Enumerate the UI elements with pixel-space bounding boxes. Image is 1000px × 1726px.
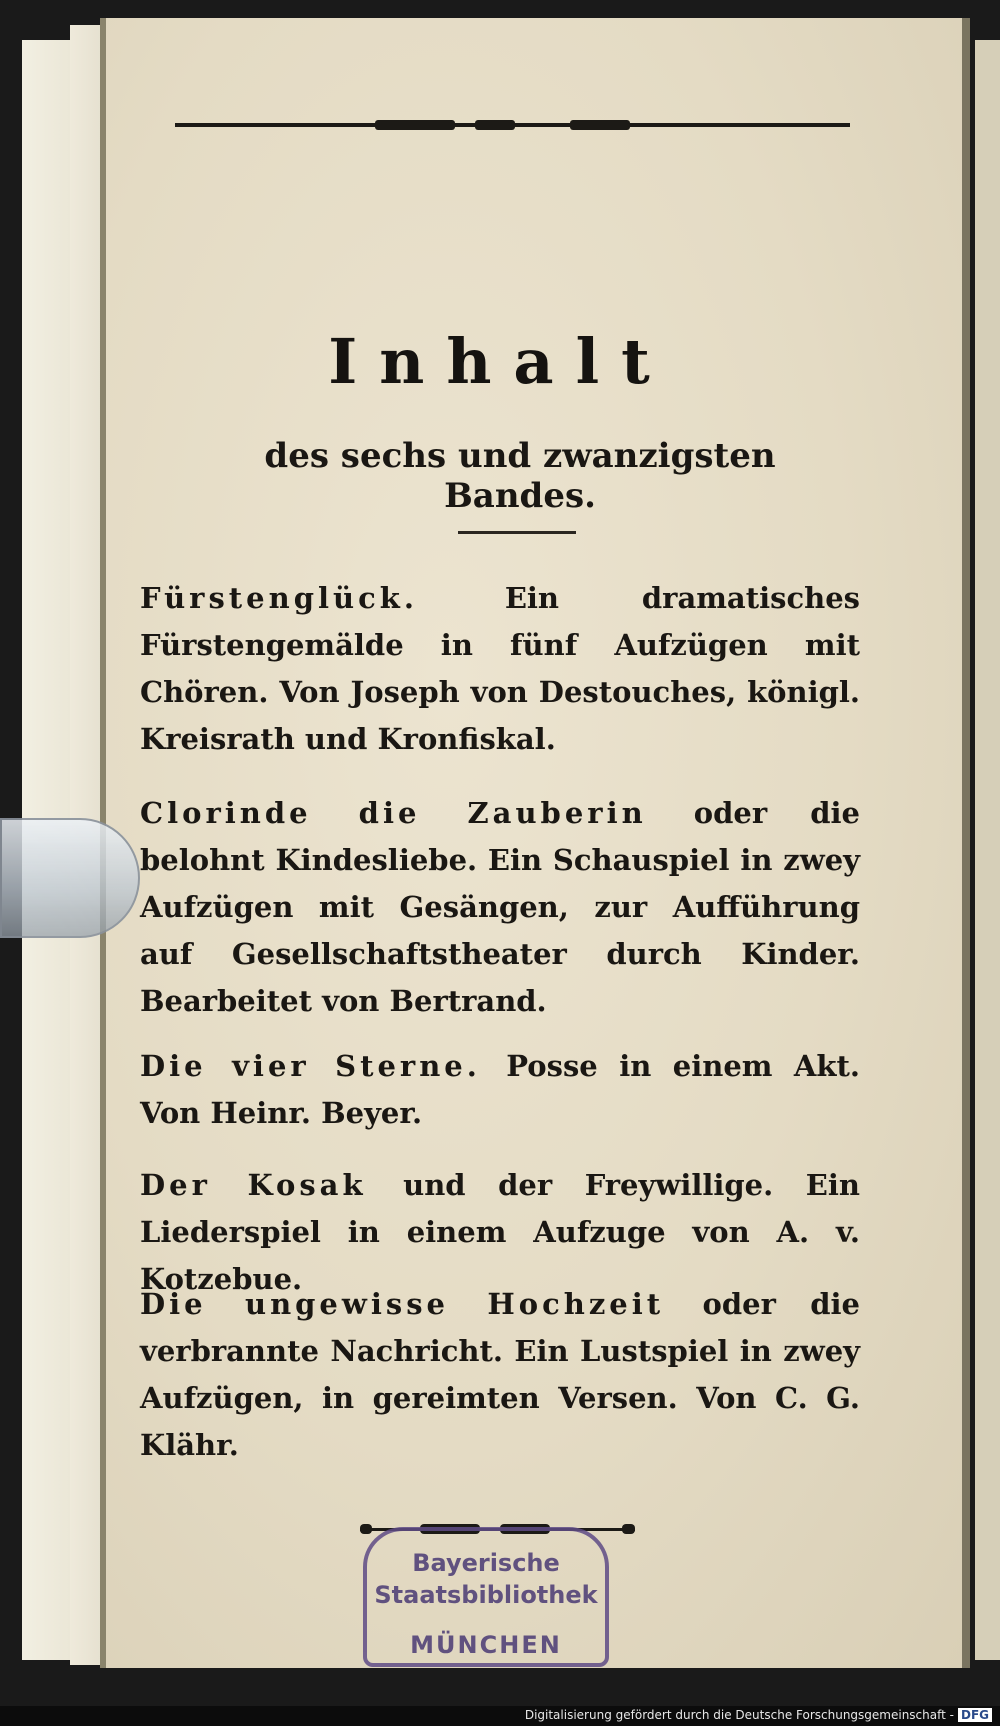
contents-entry <box>140 1281 860 1469</box>
entry-text: und der Freywillige. Ein Liederspiel in einem Aufzuge von A. v. Kotzebue. <box>140 1168 860 1296</box>
dfg-logo-icon: DFG <box>958 1708 992 1722</box>
short-divider-rule <box>458 531 576 534</box>
stamp-line-3: MÜNCHEN <box>410 1631 562 1659</box>
top-ornamental-rule <box>175 120 850 130</box>
entry-title: Die ungewisse Hochzeit <box>140 1287 703 1321</box>
entry-text: oder die verbrannte Nachricht. Ein Lustspiel in zwey Aufzügen, in gereimten Versen. Von C. G. Klähr. <box>140 1287 860 1462</box>
entry-text: Posse in einem Akt. Von Heinr. Beyer. <box>140 1049 860 1130</box>
entry-title: Der Kosak <box>140 1168 404 1202</box>
credit-text: Digitalisierung gefördert durch die Deutsche Forschungsgemeinschaft - <box>524 1708 954 1722</box>
entry-title: Die vier Sterne. <box>140 1049 507 1083</box>
next-leaf-edge <box>975 40 1000 1660</box>
digitization-credit <box>525 1708 992 1722</box>
library-stamp <box>363 1527 609 1667</box>
contents-entry <box>140 1043 860 1137</box>
stamp-line-2: Staatsbibliothek <box>374 1581 598 1609</box>
page-subtitle: des sechs und zwanzigsten Bandes. <box>264 436 776 516</box>
stamp-line-1: Bayerische <box>412 1549 560 1577</box>
page-clip <box>0 818 140 938</box>
contents-entry <box>140 790 860 1025</box>
contents-entry <box>140 575 860 763</box>
entry-text: Ein dramatisches Fürstengemälde in fünf Aufzügen mit Chören. Von Joseph von Destouches, königl. Kreisrath und Kronfiskal. <box>140 581 860 756</box>
entry-title: Clorinde die Zauberin <box>140 796 694 830</box>
page-title: Inhalt <box>328 325 672 398</box>
entry-text: oder die belohnt Kindesliebe. Ein Schauspiel in zwey Aufzügen mit Gesängen, zur Aufführung auf Gesellschaftstheater durch Kinder. Bearbeitet von Bertrand. <box>140 796 860 1018</box>
entry-title: Fürstenglück. <box>140 581 505 615</box>
